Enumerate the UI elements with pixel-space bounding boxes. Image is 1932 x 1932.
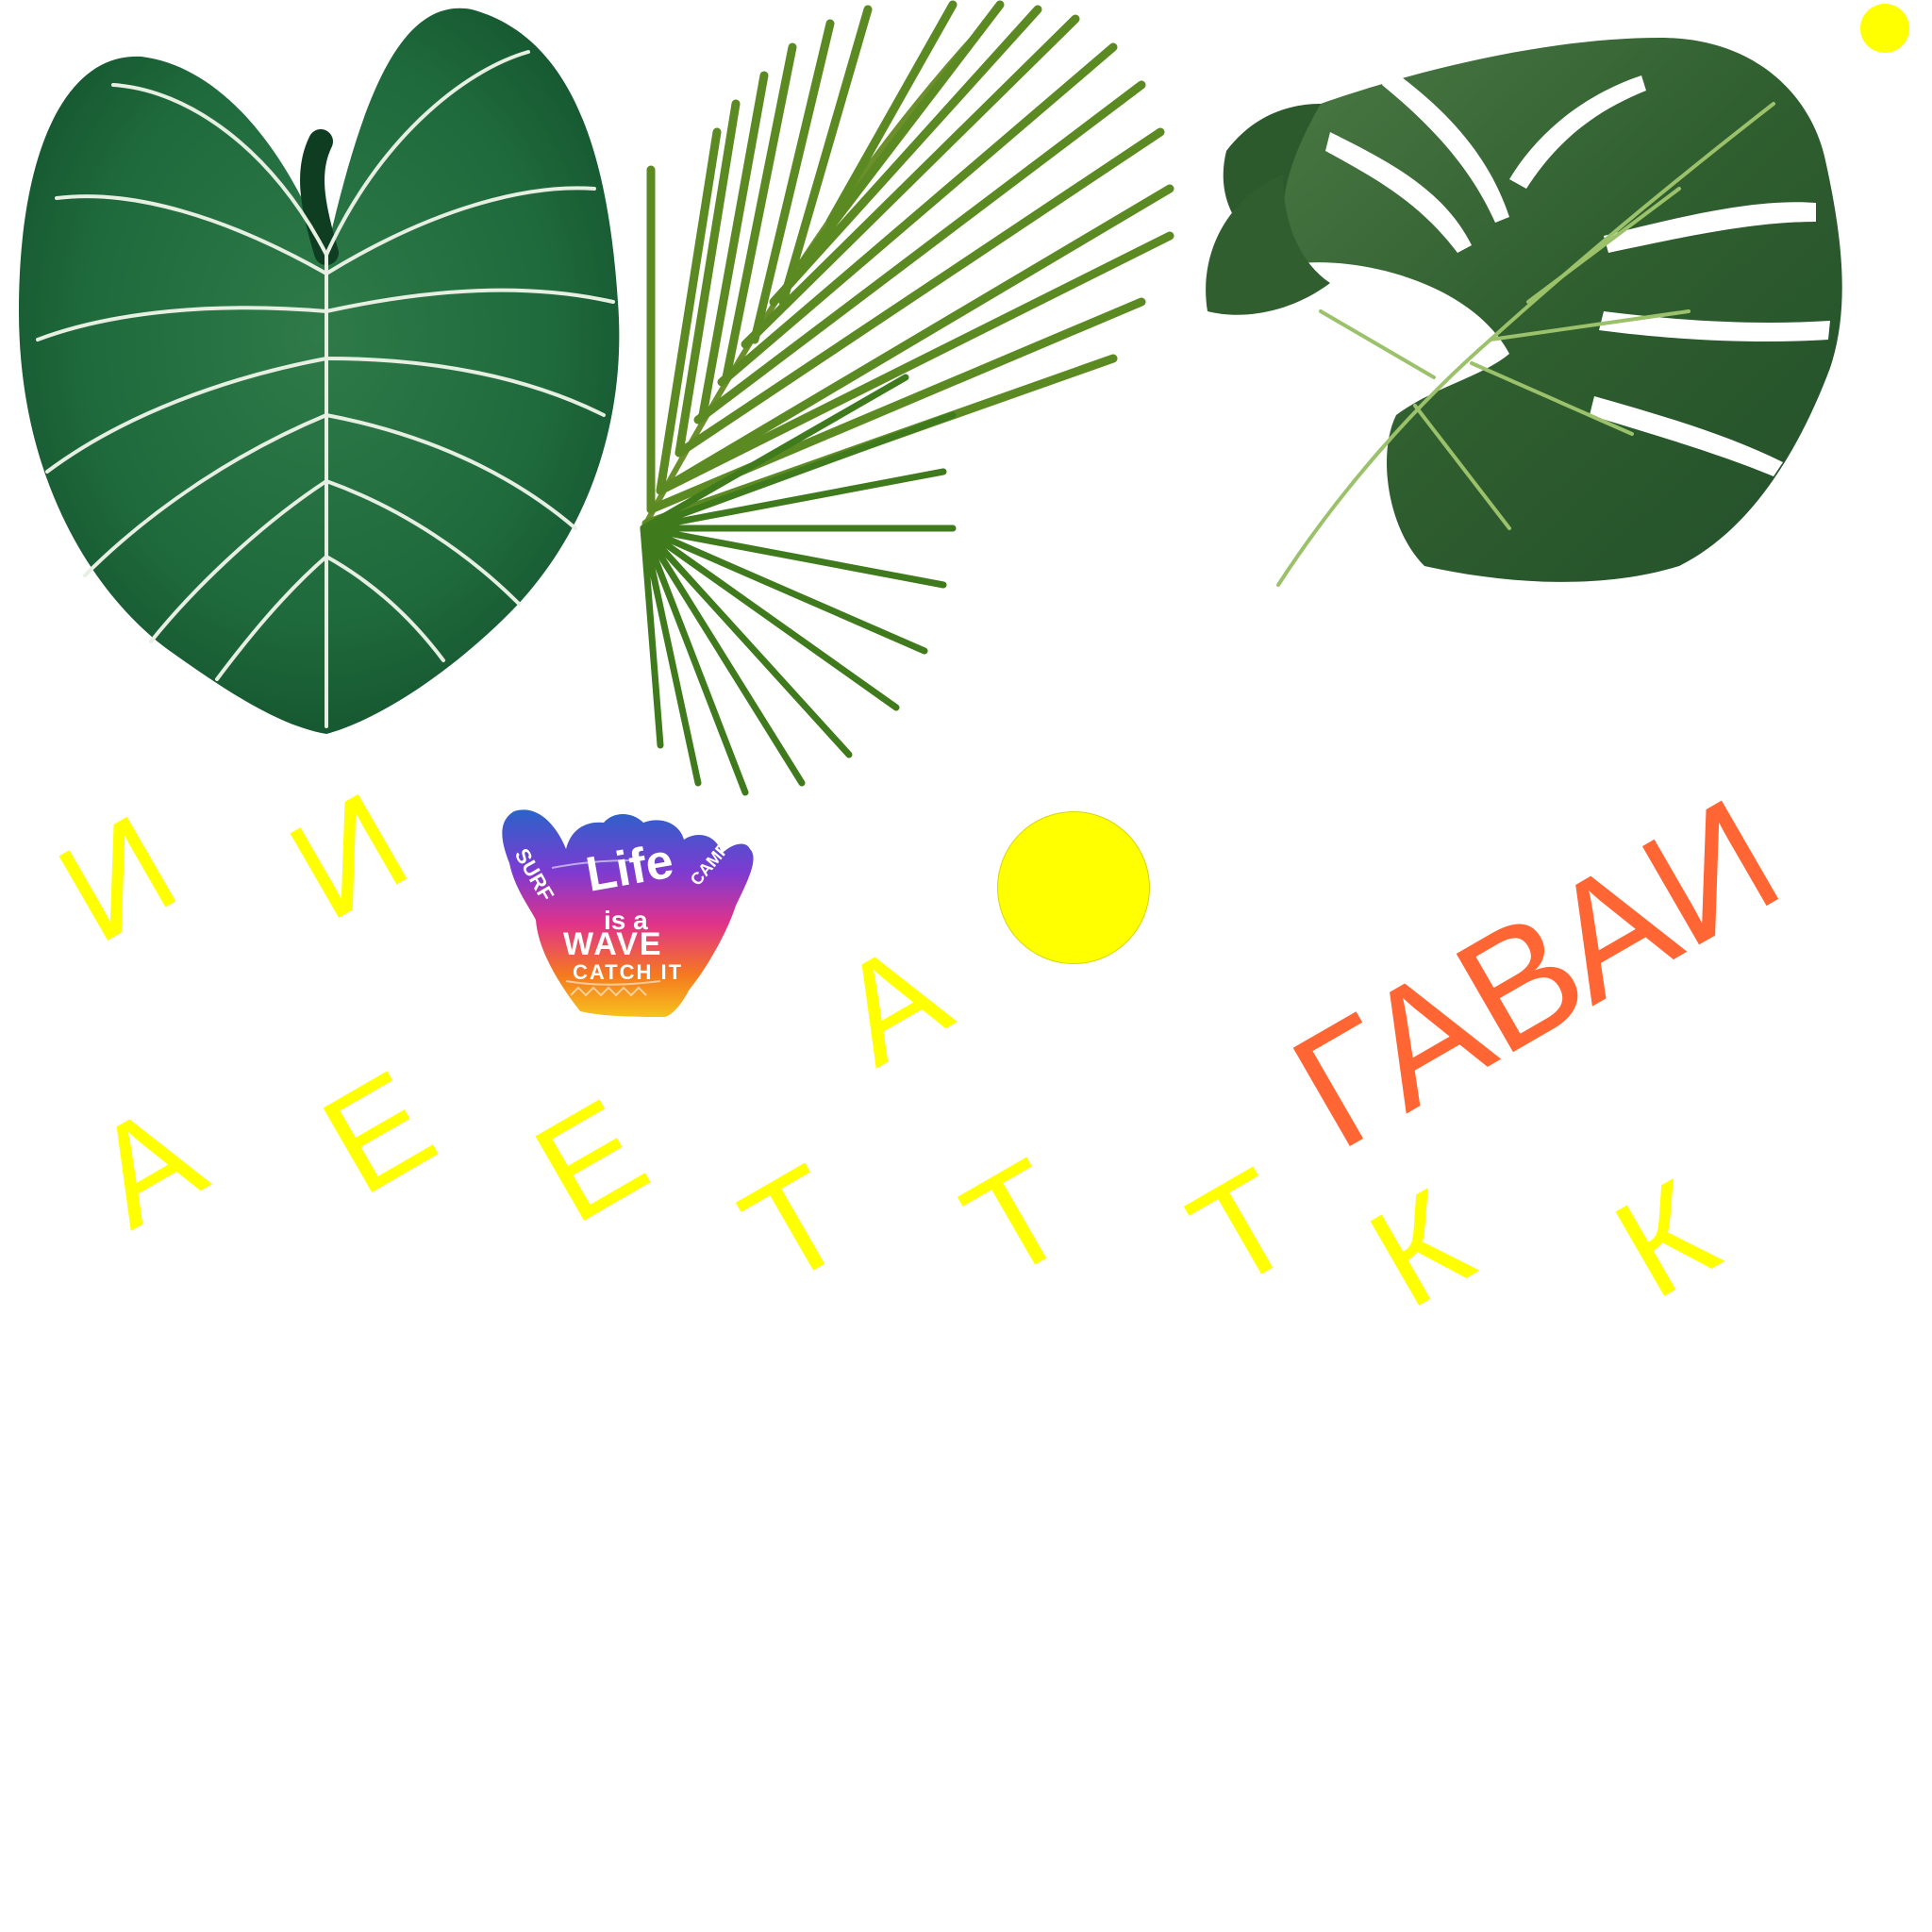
letter-k-2: К: [1590, 1149, 1741, 1328]
sticker-wave: WAVE: [563, 926, 663, 962]
large-yellow-dot: [997, 811, 1150, 964]
sticker-surf: SURF: [509, 844, 559, 906]
sticker-catch-it: CATCH IT: [573, 960, 684, 984]
title-gavai: ГАВАИ: [1264, 763, 1808, 1185]
letter-e-1: Е: [297, 1040, 459, 1224]
letter-e-2: Е: [509, 1068, 672, 1253]
sticker-camp: CAMP: [686, 839, 734, 890]
sticker-life: Life: [582, 833, 678, 903]
small-yellow-dot: [1860, 4, 1909, 53]
letter-a-1: А: [811, 910, 974, 1095]
letter-t-1: Т: [717, 1134, 872, 1315]
letter-a-2: А: [66, 1073, 228, 1257]
letter-i-1: И: [33, 784, 201, 973]
letter-i-2: И: [264, 761, 432, 950]
letter-t-2: Т: [939, 1128, 1093, 1309]
sticker-is-a: is a: [604, 906, 648, 935]
letter-t-3: Т: [1165, 1138, 1320, 1319]
letter-k-1: К: [1344, 1158, 1496, 1338]
